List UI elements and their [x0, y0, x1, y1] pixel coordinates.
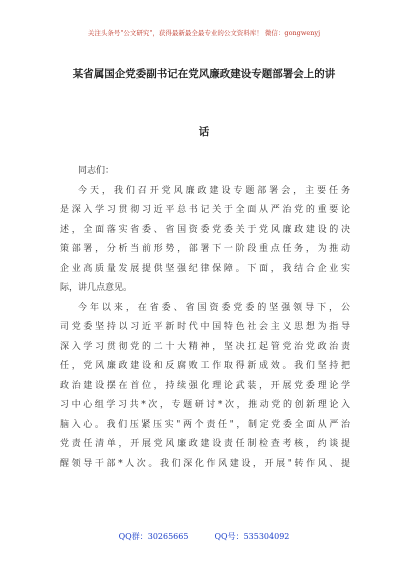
body-line: 脑入心。我们压紧压实"两个责任"，制定党委全面从严治 [60, 419, 350, 430]
body-line: 际，讲几点意见。 [60, 283, 133, 293]
body-line: 深入学习贯彻党的二十大精神，坚决扛起管党治党政治责 [60, 341, 350, 352]
page-header-banner: 关注头条号"公文研究"，获得最新最全最专业的公文资料库！ 微信：gongwenyj [87, 29, 321, 37]
body-line: 醒领导干部*人次。我们深化作风建设，开展"转作风、提 [60, 458, 350, 469]
document-title-line-1: 某省属国企党委副书记在党风廉政建设专题部署会上的讲 [72, 68, 336, 80]
body-line: 任，党风廉政建设和反腐败工作取得新成效。我们坚持把 [60, 361, 350, 371]
body-line: 党责任清单，开展党风廉政建设责任制检查考核，约谈提 [60, 439, 350, 449]
salutation: 同志们： [78, 166, 115, 176]
body-line: 是深入学习贯彻习近平总书记关于全面从严治党的重要论 [60, 205, 350, 215]
document-title-line-2: 话 [198, 126, 210, 138]
body-line: 述，全面落实省委、省国资委党委关于党风廉政建设的决 [60, 224, 350, 235]
page-footer [0, 531, 408, 542]
body-line: 习中心组学习共*次，专题研讨*次，推动党的创新理论入 [60, 400, 350, 410]
footer-qq-number: QQ号：535304092 [214, 532, 290, 541]
body-line: 策部署，分析当前形势，部署下一阶段重点任务，为推动 [60, 244, 350, 254]
body-line: 司党委坚持以习近平新时代中国特色社会主义思想为指导 [60, 322, 350, 332]
body-line: 今天，我们召开党风廉政建设专题部署会，主要任务 [78, 185, 350, 196]
document-body [60, 162, 350, 474]
body-line: 政治建设摆在首位，持续强化理论武装，开展党委理论学 [60, 380, 350, 391]
body-line: 企业高质量发展提供坚强纪律保障。下面，我结合企业实 [60, 263, 350, 274]
footer-qq-group: QQ群：30265665 [118, 532, 189, 541]
body-line: 今年以来，在省委、省国资委党委的坚强领导下，公 [78, 302, 350, 313]
